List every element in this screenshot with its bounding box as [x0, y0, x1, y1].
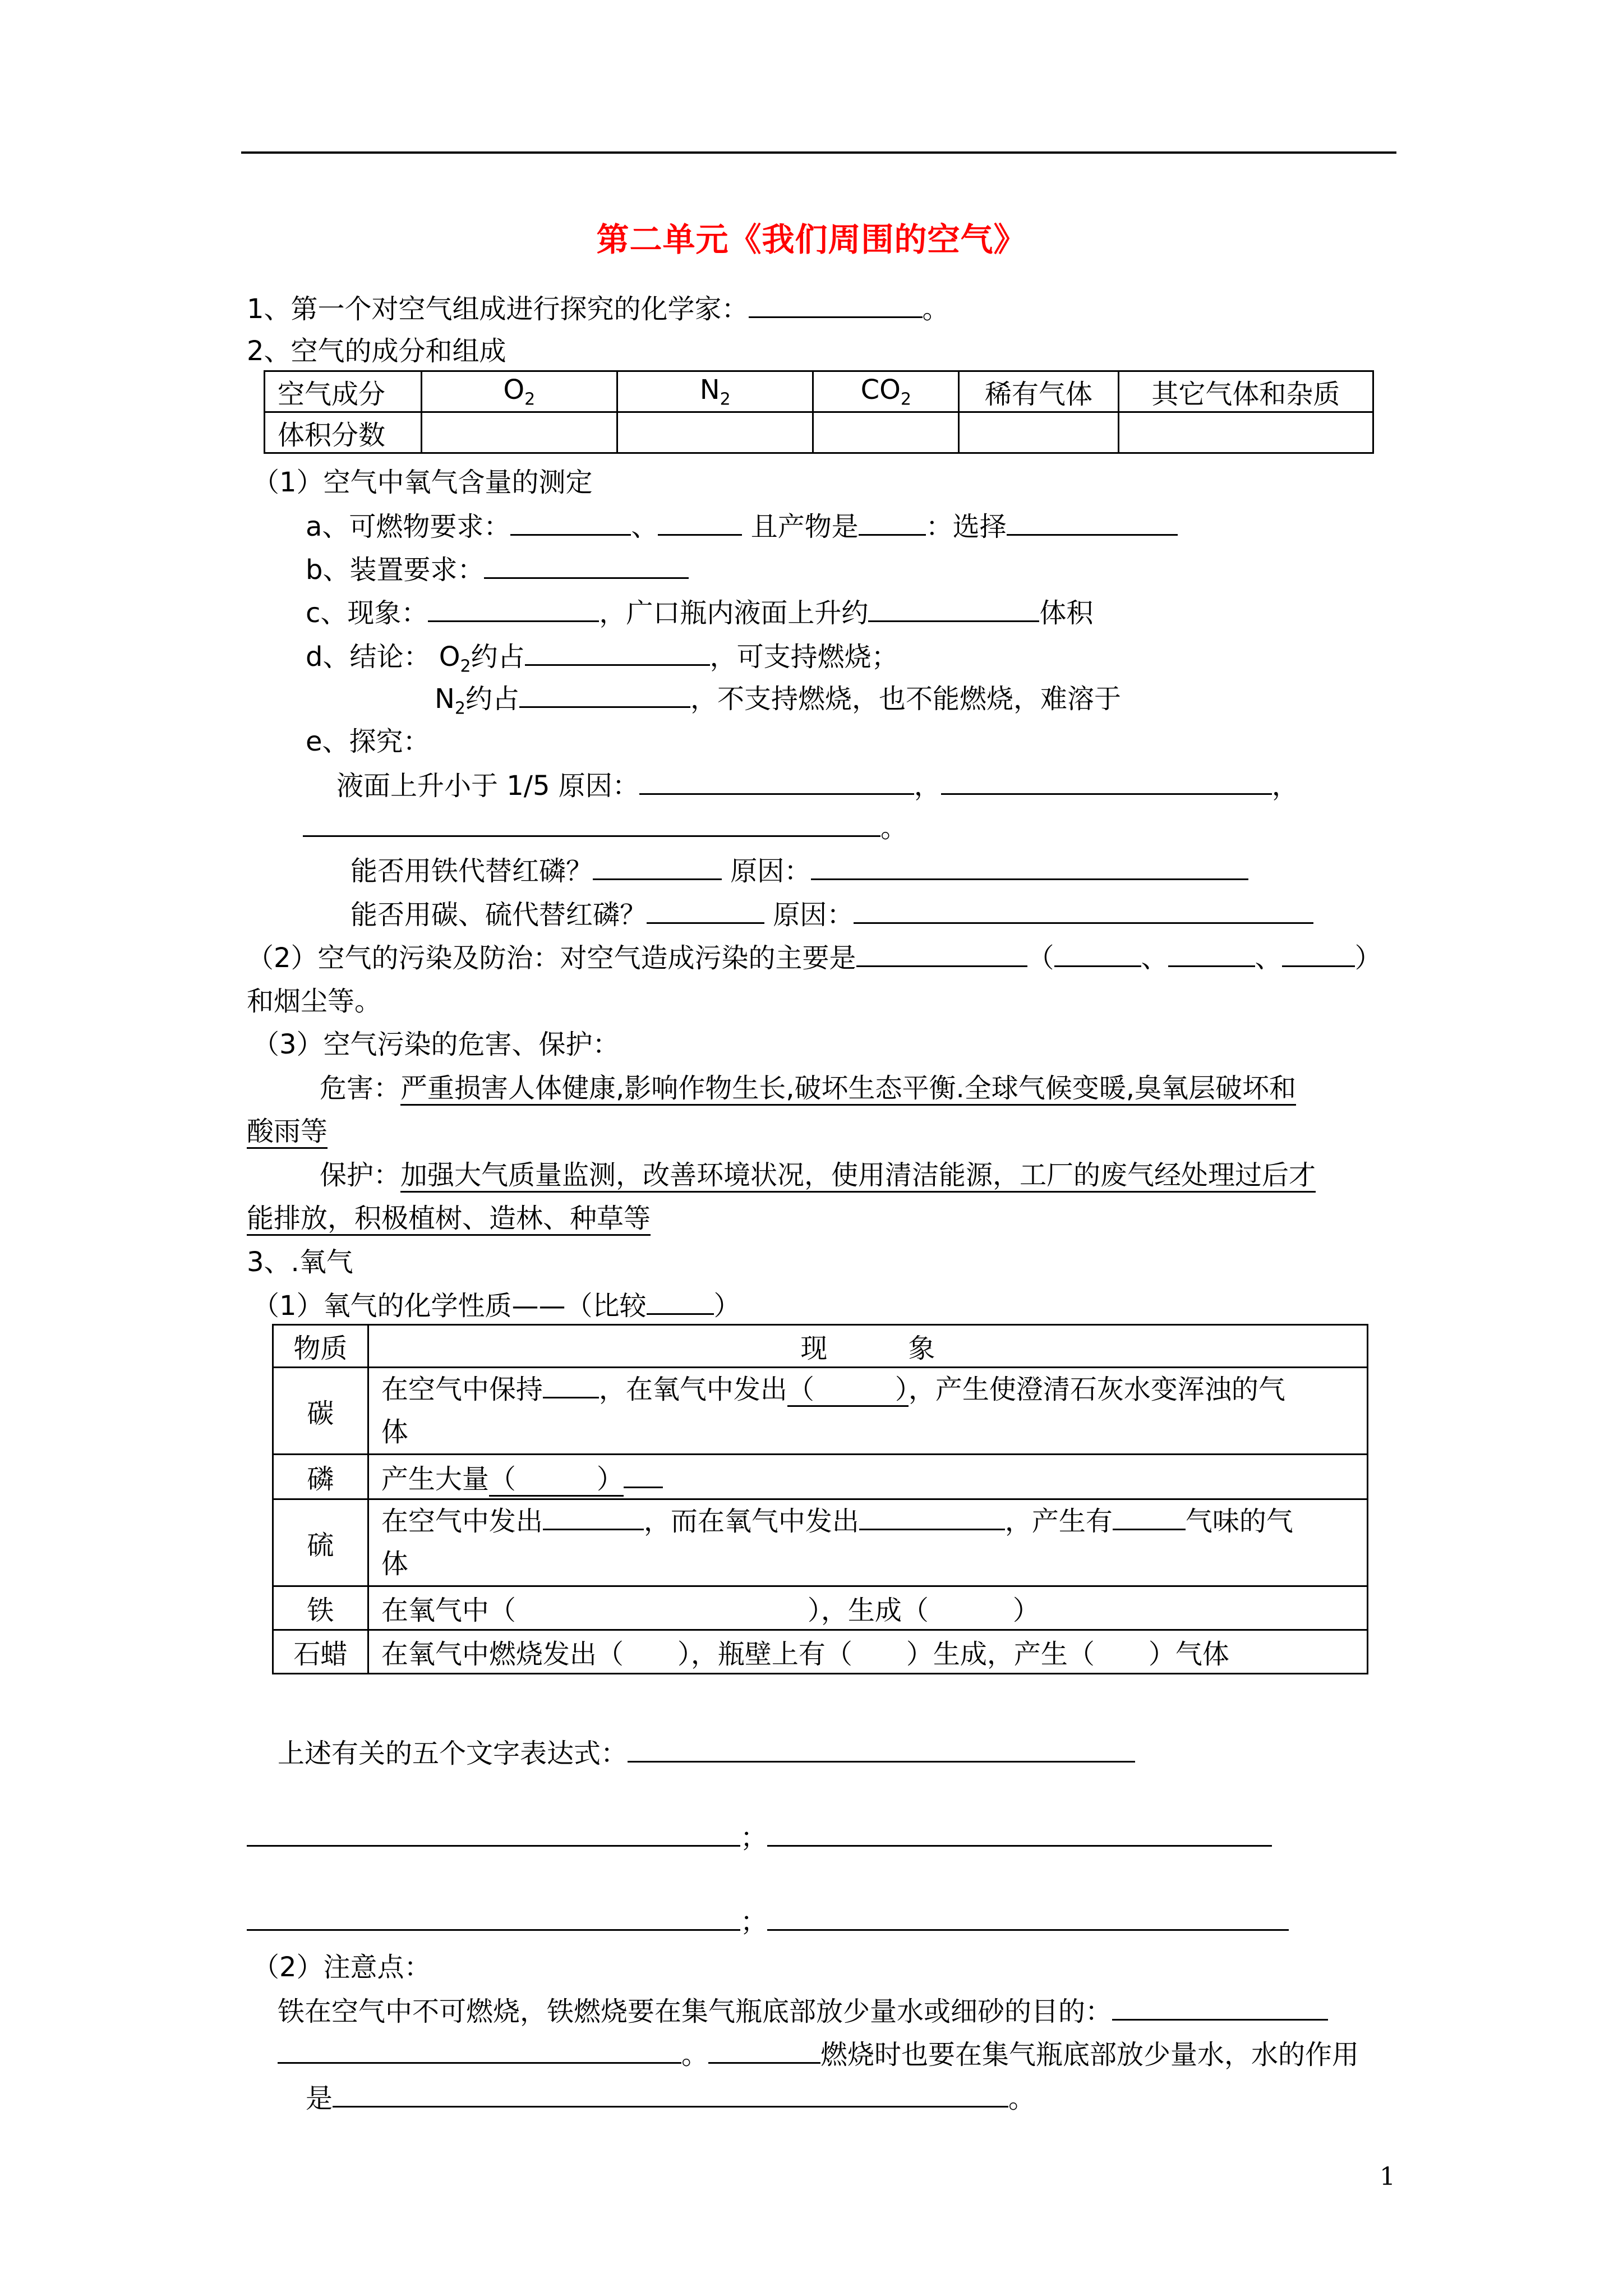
- table-cell: $O_2$: [421, 371, 617, 412]
- section-1-heading: （1）空气中氧气含量的测定: [252, 467, 593, 498]
- table-row: [273, 1586, 1368, 1630]
- table-row: [273, 1368, 1368, 1455]
- section-2: （2）空气的污染及防治：对空气造成污染的主要是 （ 、 、 ）: [247, 941, 1382, 975]
- table-row: [273, 1499, 1368, 1586]
- notes-heading: （2）注意点：: [252, 1952, 431, 1983]
- expressions-line-2: ；: [247, 1904, 1289, 1939]
- table-cell: 石蜡: [273, 1630, 368, 1674]
- item-e4: 能否用碳、硫代替红磷？ 原因：: [351, 898, 1313, 932]
- table-cell: $CO_2$: [813, 371, 959, 412]
- table-cell: 其它气体和杂质: [1118, 371, 1373, 412]
- item-d1: d、结论： $O_2$约占 ，可支持燃烧；: [306, 639, 898, 684]
- table-cell: 现 象: [368, 1325, 1367, 1368]
- item-e: e、探究：: [306, 726, 430, 757]
- table-row: [273, 1325, 1368, 1368]
- section-3-heading: （3）空气污染的危害、保护：: [252, 1029, 620, 1060]
- question-3-sub1: （1）氧气的化学性质——（比较 ）: [252, 1289, 741, 1323]
- table-cell: [959, 412, 1119, 453]
- item-b: b、装置要求：: [306, 553, 689, 587]
- question-3: 3、.氧气: [247, 1246, 353, 1278]
- table-row: [273, 1630, 1368, 1674]
- expressions-prompt: 上述有关的五个文字表达式：: [278, 1736, 1135, 1770]
- table-cell: [421, 412, 617, 453]
- table-cell: 物质: [273, 1325, 368, 1368]
- table-row: [265, 371, 1373, 412]
- item-e2: 。: [303, 811, 907, 845]
- header-rule: [241, 151, 1396, 154]
- table-row: [273, 1455, 1368, 1499]
- table-cell: 碳: [273, 1368, 368, 1455]
- notes-line-2: 。 燃烧时也要在集气瓶底部放少量水，水的作用: [278, 2037, 1359, 2072]
- question-1: 1、第一个对空气组成进行探究的化学家： 。: [247, 292, 949, 326]
- section-2-line2: 和烟尘等。: [247, 986, 382, 1017]
- table-cell: 在空气中保持 ，在氧气中发出（ ），产生使澄清石灰水变浑浊的气 体: [368, 1368, 1367, 1455]
- table-cell: [1118, 412, 1373, 453]
- table-cell: 在氧气中燃烧发出（ ），瓶壁上有（ ）生成，产生（ ）气体: [368, 1630, 1367, 1674]
- table-row: [265, 412, 1373, 453]
- table-cell: 在空气中发出 ，而在氧气中发出 ，产生有 气味的气 体: [368, 1499, 1367, 1586]
- expressions-line-1: ；: [247, 1820, 1272, 1855]
- table-cell: 产生大量（ ）: [368, 1455, 1367, 1499]
- page-title: 第二单元《我们周围的空气》: [596, 220, 1027, 259]
- item-a: a、可燃物要求： 、 且产物是 ：选择: [306, 509, 1178, 544]
- table-cell: 铁: [273, 1586, 368, 1630]
- page-number: 1: [1380, 2162, 1395, 2191]
- protect-line1: 保护：加强大气质量监测，改善环境状况，使用清洁能源，工厂的废气经处理过后才: [320, 1158, 1316, 1192]
- oxygen-properties-table: [272, 1324, 1368, 1674]
- item-d2: $N_2$约占 ，不支持燃烧，也不能燃烧，难溶于: [435, 682, 1121, 726]
- air-composition-table: [264, 370, 1374, 454]
- table-cell: $N_2$: [617, 371, 813, 412]
- table-cell: 磷: [273, 1455, 368, 1499]
- table-cell: [813, 412, 959, 453]
- table-cell: 稀有气体: [959, 371, 1119, 412]
- notes-line-3: 是 。: [306, 2081, 1035, 2115]
- item-e1: 液面上升小于 1/5 原因： ， ，: [336, 769, 1299, 803]
- harm-line2: 酸雨等: [247, 1115, 328, 1148]
- table-cell: 空气成分: [265, 371, 422, 412]
- protect-line2: 能排放，积极植树、造林、种草等: [247, 1202, 651, 1235]
- item-e3: 能否用铁代替红磷？ 原因：: [351, 854, 1248, 888]
- table-cell: 体积分数: [265, 412, 422, 453]
- table-cell: 在氧气中（ ），生成（ ）: [368, 1586, 1367, 1630]
- harm-line1: 危害：严重损害人体健康,影响作物生长,破坏生态平衡.全球气候变暖,臭氧层破坏和: [320, 1071, 1296, 1105]
- item-c: c、现象： ，广口瓶内液面上升约 体积: [306, 596, 1093, 630]
- question-2: 2、空气的成分和组成: [247, 335, 506, 367]
- table-cell: 硫: [273, 1499, 368, 1586]
- notes-line-1: 铁在空气中不可燃烧，铁燃烧要在集气瓶底部放少量水或细砂的目的：: [278, 1994, 1328, 2028]
- table-cell: [617, 412, 813, 453]
